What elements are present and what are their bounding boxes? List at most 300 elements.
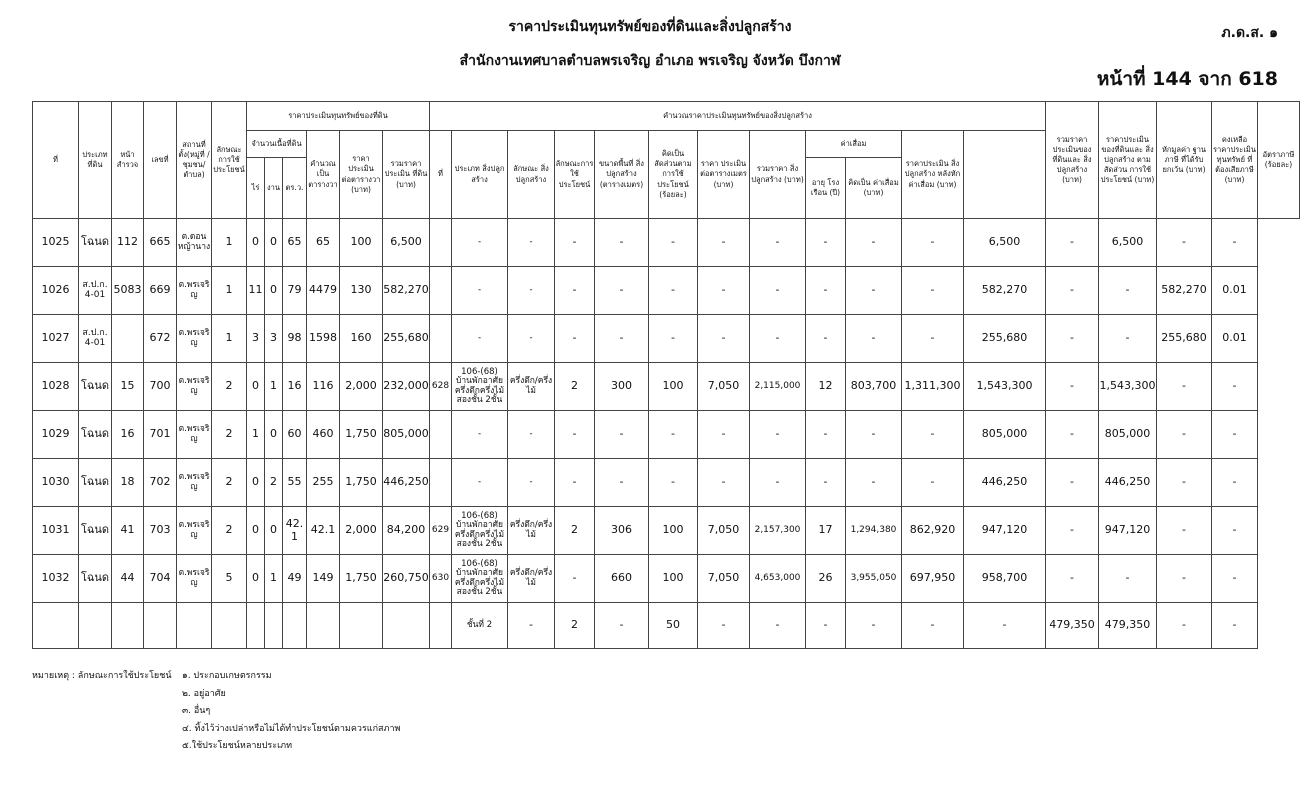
- cell-by-usage: -: [1046, 315, 1099, 363]
- note-item: ๒. อยู่อาศัย: [182, 688, 226, 699]
- cell-no: 1026: [33, 267, 79, 315]
- cell-usage-pct: 100: [649, 363, 698, 411]
- cell-bldg-total: 2,115,000: [750, 363, 806, 411]
- cell-grand-total: 582,270: [964, 267, 1046, 315]
- cell-land-total: 582,270: [383, 267, 430, 315]
- col-deduction: หักมูลค่า ฐานภาษี ที่ได้รับ ยกเว้น (บาท): [1157, 102, 1212, 219]
- cell-no: 1032: [33, 555, 79, 603]
- cell-sqwa: 49: [283, 555, 307, 603]
- cell-age: -: [806, 315, 846, 363]
- cell-rate: -: [1212, 219, 1258, 267]
- cell-bldg-usage: 2: [555, 507, 595, 555]
- cell-by-usage: -: [1046, 507, 1099, 555]
- cell-deduction: 6,500: [1099, 219, 1157, 267]
- cell-grand-total: 958,700: [964, 555, 1046, 603]
- cell-by-usage: -: [1046, 555, 1099, 603]
- cell-calc-sqwa: 255: [307, 459, 340, 507]
- office-subtitle: สำนักงานเทศบาลตำบลพรเจริญ อำเภอ พรเจริญ จังหวัด บึงกาฬ: [459, 53, 841, 69]
- cell-depr-amount: 1,294,380: [846, 507, 902, 555]
- cell-bldg-no: [430, 315, 452, 363]
- table-row-floor: [33, 603, 1300, 649]
- cell-location: ต.พรเจริญ: [177, 363, 212, 411]
- cell-usage-pct: 50: [649, 603, 698, 649]
- cell-bldg-style: ครึ่งตึก/ครึ่งไม้: [508, 507, 555, 555]
- empty-cell: [283, 603, 307, 649]
- cell-land-total: 446,250: [383, 459, 430, 507]
- cell-depr-amount: 3,955,050: [846, 555, 902, 603]
- cell-bldg-no: 628: [430, 363, 452, 411]
- cell-number: 665: [144, 219, 177, 267]
- cell-age: -: [806, 603, 846, 649]
- cell-depr-amount: 803,700: [846, 363, 902, 411]
- cell-bldg-usage: 2: [555, 603, 595, 649]
- cell-rai: 0: [247, 507, 265, 555]
- col-bldg-area: ขนาดพื้นที่ สิ่งปลูกสร้าง (ตารางเมตร): [595, 131, 649, 219]
- cell-bldg-after-depr: 1,311,300: [902, 363, 964, 411]
- col-bldg-style: ลักษณะ สิ่งปลูกสร้าง: [508, 131, 555, 219]
- cell-location: ต.พรเจริญ: [177, 267, 212, 315]
- cell-sqwa: 79: [283, 267, 307, 315]
- cell-calc-sqwa: 149: [307, 555, 340, 603]
- cell-price-per-sqwa: 2,000: [340, 507, 383, 555]
- empty-cell: [112, 603, 144, 649]
- notes-label: หมายเหตุ : ลักษณะการใช้ประโยชน์: [32, 671, 172, 681]
- cell-depr-amount: -: [846, 459, 902, 507]
- cell-grand-total: -: [964, 603, 1046, 649]
- col-land-total: รวมราคา ประเมิน ที่ดิน (บาท): [383, 131, 430, 219]
- cell-depr-amount: -: [846, 603, 902, 649]
- cell-rate: -: [1212, 459, 1258, 507]
- cell-bldg-style: -: [508, 459, 555, 507]
- cell-calc-sqwa: 1598: [307, 315, 340, 363]
- cell-survey-page: 5083: [112, 267, 144, 315]
- cell-survey-page: 112: [112, 219, 144, 267]
- cell-bldg-total: -: [750, 267, 806, 315]
- col-sqwa: ตร.ว.: [283, 158, 307, 219]
- cell-grand-total: 947,120: [964, 507, 1046, 555]
- col-taxable: คงเหลือ ราคาประเมิน ทุนทรัพย์ ที่ต้องเสียภาษี (บาท): [1212, 102, 1258, 219]
- table-body: [33, 219, 1300, 649]
- cell-price-per-sqwa: 130: [340, 267, 383, 315]
- cell-floor-label: ชั้นที่ 2: [452, 603, 508, 649]
- cell-taxable: -: [1157, 507, 1212, 555]
- cell-usage-pct: 100: [649, 555, 698, 603]
- empty-cell: [79, 603, 112, 649]
- cell-age: -: [806, 267, 846, 315]
- cell-by-usage: -: [1046, 267, 1099, 315]
- note-item: ๕.ใช้ประโยชน์หลายประเภท: [182, 741, 293, 751]
- cell-bldg-type: -: [452, 411, 508, 459]
- cell-taxable: -: [1157, 411, 1212, 459]
- cell-price-per-sqwa: 1,750: [340, 555, 383, 603]
- empty-cell: [144, 603, 177, 649]
- table-row: [33, 267, 1300, 315]
- cell-bldg-total: -: [750, 219, 806, 267]
- cell-bldg-after-depr: -: [902, 267, 964, 315]
- cell-no: 1025: [33, 219, 79, 267]
- empty-cell: [340, 603, 383, 649]
- cell-bldg-usage: -: [555, 315, 595, 363]
- cell-bldg-area: 660: [595, 555, 649, 603]
- cell-calc-sqwa: 42.1: [307, 507, 340, 555]
- cell-ngan: 0: [265, 507, 283, 555]
- table-row: [33, 219, 1300, 267]
- cell-by-usage: -: [1046, 459, 1099, 507]
- col-bldg-after-depr: ราคาประเมิน สิ่งปลูกสร้าง หลังหัก ค่าเสื่อม (บาท): [902, 131, 964, 219]
- cell-usage: 2: [212, 459, 247, 507]
- cell-bldg-area: -: [595, 411, 649, 459]
- cell-sqwa: 55: [283, 459, 307, 507]
- cell-taxable: -: [1157, 603, 1212, 649]
- cell-deduction: 479,350: [1099, 603, 1157, 649]
- cell-bldg-after-depr: -: [902, 459, 964, 507]
- col-depr-amount: คิดเป็น ค่าเสื่อม (บาท): [846, 158, 902, 219]
- empty-cell: [265, 603, 283, 649]
- cell-by-usage: -: [1046, 219, 1099, 267]
- cell-sqwa: 16: [283, 363, 307, 411]
- cell-calc-sqwa: 460: [307, 411, 340, 459]
- col-bldg-total: รวมราคา สิ่งปลูกสร้าง (บาท): [750, 131, 806, 219]
- cell-bldg-type: -: [452, 459, 508, 507]
- cell-bldg-no: 629: [430, 507, 452, 555]
- cell-land-type: โฉนด: [79, 363, 112, 411]
- cell-ngan: 0: [265, 267, 283, 315]
- cell-bldg-type: -: [452, 267, 508, 315]
- cell-bldg-area: -: [595, 459, 649, 507]
- cell-location: ต.พรเจริญ: [177, 315, 212, 363]
- cell-no: 1028: [33, 363, 79, 411]
- cell-bldg-type: 106-(68) บ้านพักอาศัยครึ่งตึกครึ่งไม้สองชั้น 2ชั้น: [452, 507, 508, 555]
- cell-bldg-usage: -: [555, 219, 595, 267]
- cell-rai: 1: [247, 411, 265, 459]
- cell-no: 1031: [33, 507, 79, 555]
- empty-cell: [177, 603, 212, 649]
- cell-rai: 0: [247, 363, 265, 411]
- table-row: [33, 507, 1300, 555]
- cell-ngan: 0: [265, 219, 283, 267]
- cell-by-usage: 479,350: [1046, 603, 1099, 649]
- col-no: ที่: [33, 102, 79, 219]
- cell-depr-amount: -: [846, 315, 902, 363]
- cell-price-per-sqwa: 1,750: [340, 459, 383, 507]
- cell-bldg-usage: -: [555, 555, 595, 603]
- col-number: เลขที่: [144, 102, 177, 219]
- col-price-per-sqm: ราคา ประเมิน ต่อตารางเมตร (บาท): [698, 131, 750, 219]
- cell-rai: 11: [247, 267, 265, 315]
- cell-ngan: 0: [265, 411, 283, 459]
- cell-depr-amount: -: [846, 267, 902, 315]
- cell-number: 701: [144, 411, 177, 459]
- cell-usage-pct: -: [649, 459, 698, 507]
- cell-bldg-total: -: [750, 459, 806, 507]
- table-row: [33, 459, 1300, 507]
- col-group-land: ราคาประเมินทุนทรัพย์ของที่ดิน: [247, 102, 430, 131]
- cell-age: 12: [806, 363, 846, 411]
- col-bldg-usage: ลักษณะการ ใช้ประโยชน์: [555, 131, 595, 219]
- cell-location: ต.พรเจริญ: [177, 411, 212, 459]
- cell-bldg-after-depr: -: [902, 603, 964, 649]
- cell-bldg-style: -: [508, 411, 555, 459]
- cell-usage-pct: -: [649, 219, 698, 267]
- note-item: ๔. ทิ้งไว้ว่างเปล่าหรือไม่ได้ทำประโยชน์ตามควรแก่สภาพ: [182, 723, 401, 734]
- cell-taxable: -: [1157, 459, 1212, 507]
- cell-land-total: 260,750: [383, 555, 430, 603]
- cell-bldg-after-depr: -: [902, 315, 964, 363]
- cell-land-total: 255,680: [383, 315, 430, 363]
- col-bldg-no: ที่: [430, 131, 452, 219]
- cell-bldg-after-depr: -: [902, 219, 964, 267]
- col-price-per-sqwa: ราคา ประเมิน ต่อตารางวา (บาท): [340, 131, 383, 219]
- col-grand-total: รวมราคา ประเมินของ ที่ดินและ สิ่งปลูกสร้าง (บาท): [1046, 102, 1099, 219]
- cell-sqwa: 42.1: [283, 507, 307, 555]
- cell-bldg-total: -: [750, 315, 806, 363]
- cell-rai: 0: [247, 219, 265, 267]
- cell-bldg-no: [430, 267, 452, 315]
- table-row: [33, 363, 1300, 411]
- col-calc-sqwa: คำนวณ เป็น ตารางวา: [307, 131, 340, 219]
- cell-calc-sqwa: 65: [307, 219, 340, 267]
- cell-rate: 0.01: [1212, 315, 1258, 363]
- cell-bldg-after-depr: -: [902, 411, 964, 459]
- cell-bldg-style: -: [508, 219, 555, 267]
- cell-usage: 1: [212, 219, 247, 267]
- cell-rate: -: [1212, 411, 1258, 459]
- cell-bldg-no: [430, 219, 452, 267]
- cell-usage: 1: [212, 315, 247, 363]
- empty-cell: [212, 603, 247, 649]
- cell-bldg-total: 2,157,300: [750, 507, 806, 555]
- cell-bldg-usage: -: [555, 411, 595, 459]
- cell-usage: 2: [212, 363, 247, 411]
- cell-price-per-sqwa: 100: [340, 219, 383, 267]
- cell-grand-total: 6,500: [964, 219, 1046, 267]
- cell-age: -: [806, 219, 846, 267]
- cell-calc-sqwa: 4479: [307, 267, 340, 315]
- cell-land-type: โฉนด: [79, 219, 112, 267]
- empty-cell: [247, 603, 265, 649]
- cell-price-per-sqm: -: [698, 459, 750, 507]
- cell-number: 704: [144, 555, 177, 603]
- cell-price-per-sqwa: 2,000: [340, 363, 383, 411]
- cell-usage: 2: [212, 507, 247, 555]
- empty-cell: [430, 603, 452, 649]
- cell-price-per-sqwa: 160: [340, 315, 383, 363]
- cell-survey-page: [112, 315, 144, 363]
- cell-bldg-area: -: [595, 315, 649, 363]
- col-group-area: จำนวนเนื้อที่ดิน: [247, 131, 307, 158]
- cell-sqwa: 65: [283, 219, 307, 267]
- cell-rate: -: [1212, 555, 1258, 603]
- cell-bldg-no: [430, 459, 452, 507]
- cell-rate: -: [1212, 603, 1258, 649]
- note-item: ๓. อื่นๆ: [182, 706, 211, 716]
- cell-deduction: -: [1099, 267, 1157, 315]
- cell-no: 1030: [33, 459, 79, 507]
- cell-calc-sqwa: 116: [307, 363, 340, 411]
- cell-price-per-sqm: -: [698, 315, 750, 363]
- table-row: [33, 315, 1300, 363]
- cell-location: ต.ดอนหญ้านาง: [177, 219, 212, 267]
- cell-bldg-style: -: [508, 267, 555, 315]
- cell-land-type: โฉนด: [79, 555, 112, 603]
- cell-ngan: 2: [265, 459, 283, 507]
- cell-bldg-type: -: [452, 219, 508, 267]
- cell-bldg-area: 300: [595, 363, 649, 411]
- cell-depr-amount: -: [846, 411, 902, 459]
- cell-bldg-style: -: [508, 603, 555, 649]
- cell-bldg-area: -: [595, 603, 649, 649]
- cell-usage-pct: -: [649, 315, 698, 363]
- note-item: ๑. ประกอบเกษตรกรรม: [182, 671, 272, 681]
- cell-price-per-sqm: -: [698, 411, 750, 459]
- col-group-depreciation: ค่าเสื่อม: [806, 131, 902, 158]
- cell-rai: 0: [247, 555, 265, 603]
- assessment-table: [32, 101, 1300, 649]
- cell-age: 17: [806, 507, 846, 555]
- cell-taxable: -: [1157, 219, 1212, 267]
- cell-deduction: -: [1099, 315, 1157, 363]
- cell-land-total: 84,200: [383, 507, 430, 555]
- cell-rate: -: [1212, 363, 1258, 411]
- cell-bldg-total: 4,653,000: [750, 555, 806, 603]
- cell-bldg-total: -: [750, 411, 806, 459]
- cell-sqwa: 98: [283, 315, 307, 363]
- cell-grand-total: 446,250: [964, 459, 1046, 507]
- cell-usage: 2: [212, 411, 247, 459]
- cell-usage-pct: 100: [649, 507, 698, 555]
- cell-age: 26: [806, 555, 846, 603]
- cell-taxable: 255,680: [1157, 315, 1212, 363]
- cell-by-usage: -: [1046, 363, 1099, 411]
- cell-ngan: 1: [265, 363, 283, 411]
- cell-bldg-no: 630: [430, 555, 452, 603]
- cell-grand-total: 1,543,300: [964, 363, 1046, 411]
- col-survey-page: หน้า สำรวจ: [112, 102, 144, 219]
- cell-bldg-usage: 2: [555, 363, 595, 411]
- cell-deduction: 805,000: [1099, 411, 1157, 459]
- document-title: ราคาประเมินทุนทรัพย์ของที่ดินและสิ่งปลูกสร้าง: [508, 19, 792, 35]
- cell-survey-page: 18: [112, 459, 144, 507]
- cell-land-type: โฉนด: [79, 507, 112, 555]
- cell-by-usage: -: [1046, 411, 1099, 459]
- col-by-usage: ราคาประเมิน ของที่ดินและ สิ่งปลูกสร้าง ตามสัดส่วน การใช้ประโยชน์ (บาท): [1099, 102, 1157, 219]
- cell-bldg-style: ครึ่งตึก/ครึ่งไม้: [508, 555, 555, 603]
- cell-number: 702: [144, 459, 177, 507]
- cell-bldg-area: -: [595, 219, 649, 267]
- table-row: [33, 411, 1300, 459]
- col-location: สถานที่ ตั้ง(หมู่ที่ /ชุมชน/ ตำบล): [177, 102, 212, 219]
- empty-cell: [33, 603, 79, 649]
- cell-location: ต.พรเจริญ: [177, 555, 212, 603]
- cell-sqwa: 60: [283, 411, 307, 459]
- cell-deduction: 446,250: [1099, 459, 1157, 507]
- cell-number: 669: [144, 267, 177, 315]
- cell-land-type: ส.ป.ก. 4-01: [79, 267, 112, 315]
- cell-number: 703: [144, 507, 177, 555]
- cell-usage-pct: -: [649, 411, 698, 459]
- cell-price-per-sqm: -: [698, 603, 750, 649]
- cell-land-total: 6,500: [383, 219, 430, 267]
- page-indicator: หน้าที่ 144 จาก 618: [1096, 68, 1278, 90]
- cell-bldg-type: 106-(68) บ้านพักอาศัยครึ่งตึกครึ่งไม้สองชั้น 2ชั้น: [452, 363, 508, 411]
- cell-price-per-sqm: -: [698, 219, 750, 267]
- col-ngan: งาน: [265, 158, 283, 219]
- cell-rai: 0: [247, 459, 265, 507]
- cell-land-total: 805,000: [383, 411, 430, 459]
- table-row: [33, 555, 1300, 603]
- col-rai: ไร่: [247, 158, 265, 219]
- cell-rate: 0.01: [1212, 267, 1258, 315]
- form-code: ภ.ด.ส. ๑: [1221, 25, 1278, 41]
- cell-land-type: โฉนด: [79, 411, 112, 459]
- cell-price-per-sqm: 7,050: [698, 363, 750, 411]
- cell-price-per-sqwa: 1,750: [340, 411, 383, 459]
- cell-location: ต.พรเจริญ: [177, 459, 212, 507]
- col-usage-pct: คิดเป็น สัดส่วนตาม การใช้ ประโยชน์ (ร้อยละ): [649, 131, 698, 219]
- cell-bldg-after-depr: 697,950: [902, 555, 964, 603]
- cell-usage-pct: -: [649, 267, 698, 315]
- col-bldg-type: ประเภท สิ่งปลูกสร้าง: [452, 131, 508, 219]
- cell-no: 1027: [33, 315, 79, 363]
- empty-cell: [383, 603, 430, 649]
- cell-bldg-no: [430, 411, 452, 459]
- cell-survey-page: 41: [112, 507, 144, 555]
- cell-bldg-after-depr: 862,920: [902, 507, 964, 555]
- cell-age: -: [806, 459, 846, 507]
- cell-price-per-sqm: 7,050: [698, 507, 750, 555]
- cell-location: ต.พรเจริญ: [177, 507, 212, 555]
- cell-depr-amount: -: [846, 219, 902, 267]
- cell-ngan: 3: [265, 315, 283, 363]
- cell-bldg-style: ครึ่งตึก/ครึ่งไม้: [508, 363, 555, 411]
- cell-number: 700: [144, 363, 177, 411]
- cell-bldg-total: -: [750, 603, 806, 649]
- col-land-type: ประเภท ที่ดิน: [79, 102, 112, 219]
- cell-deduction: -: [1099, 555, 1157, 603]
- cell-bldg-type: 106-(68) บ้านพักอาศัยครึ่งตึกครึ่งไม้สองชั้น 2ชั้น: [452, 555, 508, 603]
- col-usage: ลักษณะ การใช้ ประโยชน์: [212, 102, 247, 219]
- cell-survey-page: 44: [112, 555, 144, 603]
- cell-survey-page: 15: [112, 363, 144, 411]
- cell-grand-total: 805,000: [964, 411, 1046, 459]
- cell-taxable: 582,270: [1157, 267, 1212, 315]
- cell-taxable: -: [1157, 555, 1212, 603]
- cell-ngan: 1: [265, 555, 283, 603]
- cell-rai: 3: [247, 315, 265, 363]
- cell-deduction: 947,120: [1099, 507, 1157, 555]
- cell-bldg-usage: -: [555, 267, 595, 315]
- cell-taxable: -: [1157, 363, 1212, 411]
- col-group-building: คำนวณราคาประเมินทุนทรัพย์ของสิ่งปลูกสร้าง: [430, 102, 1046, 131]
- cell-land-type: โฉนด: [79, 459, 112, 507]
- cell-usage: 1: [212, 267, 247, 315]
- col-age: อายุ โรงเรือน (ปี): [806, 158, 846, 219]
- notes-items: [182, 668, 582, 756]
- cell-no: 1029: [33, 411, 79, 459]
- cell-price-per-sqm: -: [698, 267, 750, 315]
- cell-grand-total: 255,680: [964, 315, 1046, 363]
- cell-bldg-style: -: [508, 315, 555, 363]
- cell-bldg-area: -: [595, 267, 649, 315]
- cell-price-per-sqm: 7,050: [698, 555, 750, 603]
- cell-survey-page: 16: [112, 411, 144, 459]
- cell-land-total: 232,000: [383, 363, 430, 411]
- cell-number: 672: [144, 315, 177, 363]
- cell-usage: 5: [212, 555, 247, 603]
- cell-land-type: ส.ป.ก. 4-01: [79, 315, 112, 363]
- col-rate: อัตราภาษี (ร้อยละ): [1258, 102, 1300, 219]
- cell-deduction: 1,543,300: [1099, 363, 1157, 411]
